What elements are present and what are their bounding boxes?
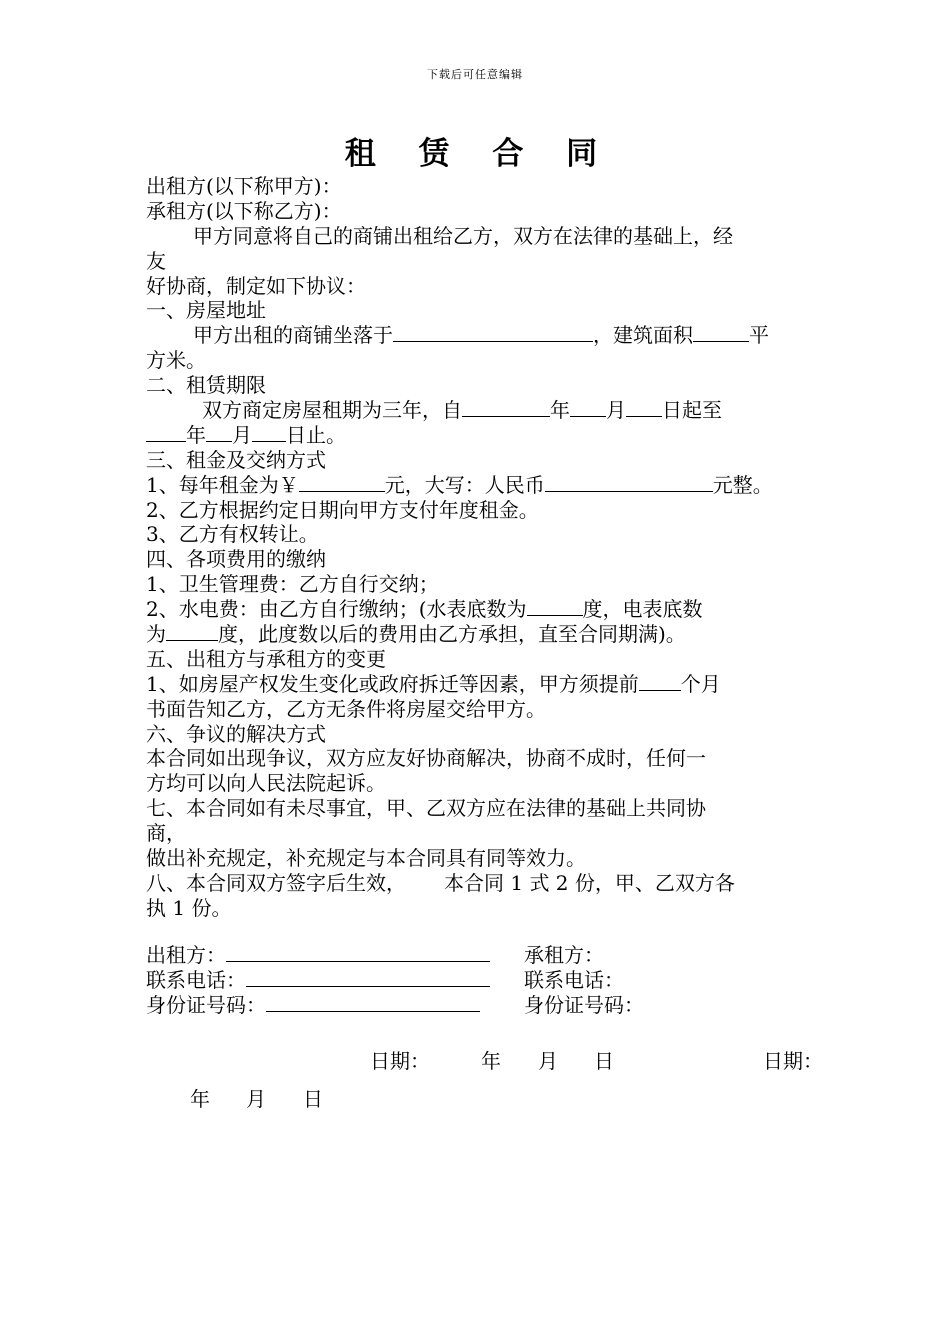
dispute-line-2: 方均可以向人民法院起诉。 <box>146 771 386 796</box>
utility-line-2 <box>146 622 826 647</box>
section-7-line-1: 七、本合同如有未尽事宜，甲、乙双方应在法律的基础上共同协 <box>146 796 706 821</box>
document-title: 租 赁 合 同 <box>344 136 614 172</box>
section-2-end-line <box>146 423 826 448</box>
contract-body <box>146 174 826 1017</box>
lessee-line: 承租方(以下称乙方)： <box>146 198 342 223</box>
end-year-blank[interactable] <box>146 423 186 442</box>
rent-line <box>146 473 826 498</box>
water-meter-blank[interactable] <box>527 597 583 616</box>
signature-row-2 <box>146 968 826 993</box>
rent-suffix: 元整。 <box>712 472 773 497</box>
section-3-heading: 三、租金及交纳方式 <box>146 447 326 472</box>
lessor-date-year: 年 <box>481 1049 501 1073</box>
change-line-1 <box>146 672 826 697</box>
utility-line-1 <box>146 597 826 622</box>
intro-line-3: 好协商，制定如下协议： <box>146 273 366 298</box>
area-blank[interactable] <box>693 323 749 342</box>
lessor-phone-blank[interactable] <box>246 968 490 987</box>
signature-row-1 <box>146 943 826 968</box>
rent-item-2: 2、乙方根据约定日期向甲方支付年度租金。 <box>146 497 539 522</box>
section-1-address-line <box>146 323 826 348</box>
end-month-label: 月 <box>232 422 252 447</box>
rent-words-blank[interactable] <box>545 473 713 492</box>
month-label: 月 <box>606 398 626 423</box>
lessor-date-month: 月 <box>538 1049 558 1073</box>
electric-prefix: 为 <box>146 622 166 647</box>
start-day-blank[interactable] <box>626 398 662 417</box>
lessee-date-label: 日期： <box>763 1049 823 1073</box>
lessor-date-label: 日期： <box>370 1049 430 1073</box>
section-8-part-a: 八、本合同双方签字后生效， <box>146 870 406 895</box>
day-from-label: 日起至 <box>662 398 722 423</box>
section-4-heading: 四、各项费用的缴纳 <box>146 547 326 572</box>
rent-words-label: 元，大写：人民币 <box>384 472 545 497</box>
lessee-date-month: 月 <box>246 1087 266 1111</box>
section-2-heading: 二、租赁期限 <box>146 373 266 398</box>
electric-label: 度，电表底数 <box>582 597 703 622</box>
end-month-blank[interactable] <box>206 423 232 442</box>
section-5-heading: 五、出租方与承租方的变更 <box>146 646 386 671</box>
start-month-blank[interactable] <box>570 398 606 417</box>
intro-line-2: 友 <box>146 248 166 273</box>
rent-label: 1、每年租金为￥ <box>146 472 299 497</box>
area-unit-part: 平 <box>749 323 769 348</box>
year-label: 年 <box>550 398 570 423</box>
lessee-id-label: 身份证号码： <box>524 992 644 1017</box>
section-1-heading: 一、房屋地址 <box>146 298 266 323</box>
date-row-2 <box>0 1083 950 1109</box>
section-7-line-3: 做出补充规定，补充规定与本合同具有同等效力。 <box>146 846 586 871</box>
lessor-date-day: 日 <box>594 1049 614 1073</box>
lessee-sign-label: 承租方： <box>524 942 604 967</box>
term-label: 双方商定房屋租期为三年，自 <box>202 398 462 423</box>
intro-line-1: 甲方同意将自己的商铺出租给乙方，双方在法律的基础上，经 <box>193 223 733 248</box>
notice-months-blank[interactable] <box>639 672 681 691</box>
notice-label: 1、如房屋产权发生变化或政府拆迁等因素，甲方须提前 <box>146 671 639 696</box>
lessor-line: 出租方(以下称甲方)： <box>146 174 342 198</box>
lessor-id-blank[interactable] <box>266 993 480 1012</box>
lessor-sign-blank[interactable] <box>226 943 490 962</box>
date-row <box>0 1045 950 1071</box>
address-label: 甲方出租的商铺坐落于 <box>193 323 393 348</box>
lessee-date-day: 日 <box>303 1087 323 1111</box>
water-label: 2、水电费：由乙方自行缴纳；(水表底数为 <box>146 597 527 622</box>
section-7-line-2: 商， <box>146 821 186 846</box>
area-label: ，建筑面积 <box>593 323 693 348</box>
address-blank[interactable] <box>393 323 593 342</box>
lessor-phone-label: 联系电话： <box>146 967 246 992</box>
section-6-heading: 六、争议的解决方式 <box>146 721 326 746</box>
section-8-part-b: 本合同 1 式 2 份，甲、乙双方各 <box>444 870 735 895</box>
section-8-line-1 <box>146 871 826 896</box>
end-day-blank[interactable] <box>252 423 286 442</box>
dispute-line-1: 本合同如出现争议，双方应友好协商解决，协商不成时，任何一 <box>146 746 706 771</box>
change-line-2: 书面告知乙方，乙方无条件将房屋交给甲方。 <box>146 696 546 721</box>
rent-amount-blank[interactable] <box>299 473 385 492</box>
lessee-phone-label: 联系电话： <box>524 967 624 992</box>
section-8-line-2: 执 1 份。 <box>146 895 232 920</box>
electric-meter-blank[interactable] <box>166 622 218 641</box>
day-to-label: 日止。 <box>286 422 346 447</box>
lessee-date-year: 年 <box>190 1087 210 1111</box>
rent-item-3: 3、乙方有权转让。 <box>146 522 319 547</box>
fee-item-1: 1、卫生管理费：乙方自行交纳； <box>146 572 439 597</box>
lessor-id-label: 身份证号码： <box>146 992 266 1017</box>
section-1-area-unit: 方米。 <box>146 348 206 373</box>
notice-unit: 个月 <box>680 671 721 696</box>
header-note: 下载后可任意编辑 <box>427 68 523 81</box>
end-year-label: 年 <box>186 422 206 447</box>
signature-row-3 <box>146 993 826 1018</box>
lessor-sign-label: 出租方： <box>146 942 226 967</box>
section-2-term-line <box>146 398 826 423</box>
start-year-blank[interactable] <box>462 398 550 417</box>
electric-suffix: 度，此度数以后的费用由乙方承担，直至合同期满)。 <box>218 622 686 647</box>
